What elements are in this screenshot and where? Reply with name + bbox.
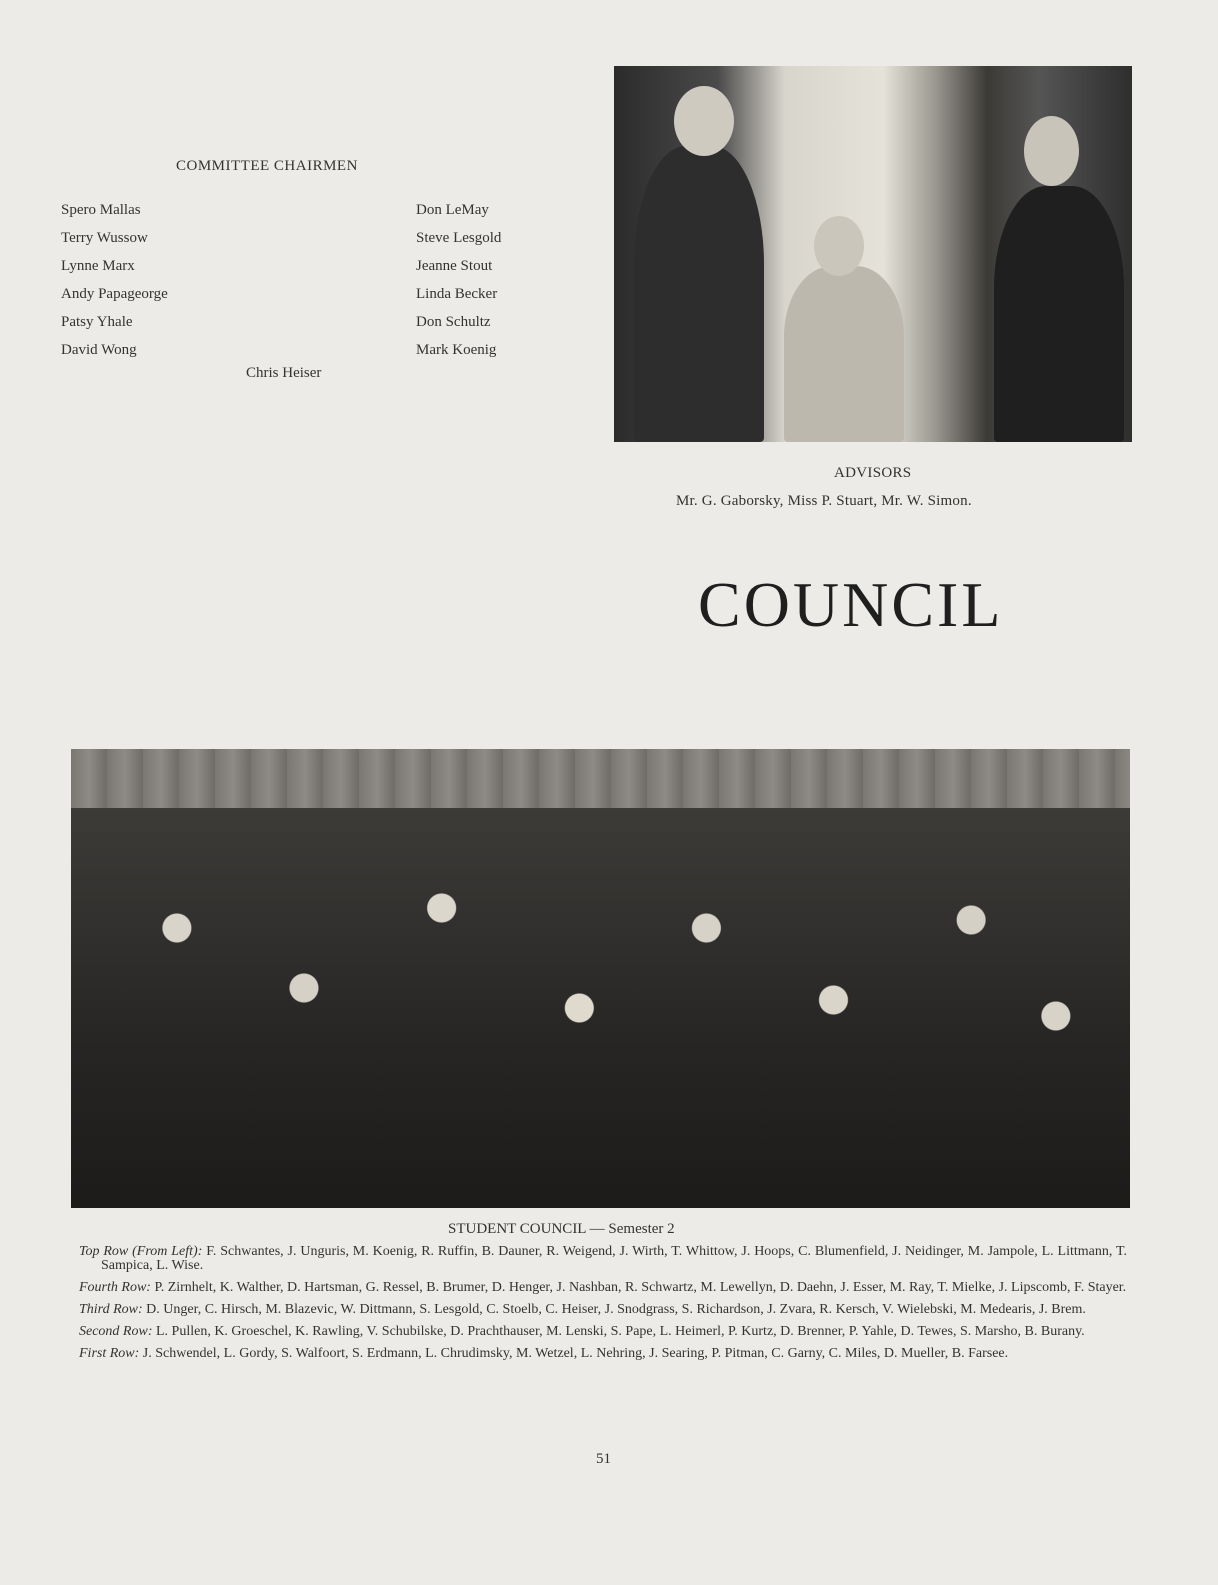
committee-left-list: [61, 196, 168, 364]
row-label: First Row:: [79, 1346, 140, 1361]
committee-member: Linda Becker: [416, 286, 498, 302]
student-council-group-photo: [71, 749, 1130, 1208]
committee-member: David Wong: [61, 342, 137, 358]
committee-member: Don LeMay: [416, 202, 489, 218]
row-names: J. Schwendel, L. Gordy, S. Walfoort, S. Erdmann, L. Chrudimsky, M. Wetzel, L. Nehring, J. Searing, P. Pitman, C. Garny, C. Miles, D. Mueller, B. Farsee.: [142, 1346, 1009, 1361]
row-entry-first: [79, 1347, 1127, 1361]
row-label: Third Row:: [79, 1302, 143, 1317]
row-names: D. Unger, C. Hirsch, M. Blazevic, W. Dittmann, S. Lesgold, C. Stoelb, C. Heiser, J. Snodgrass, S. Richardson, J. Zvara, R. Kersch, V. Wielebski, M. Medearis, J. Brem.: [146, 1302, 1086, 1317]
page-title: COUNCIL: [698, 569, 1004, 640]
committee-member: Jeanne Stout: [416, 258, 493, 274]
committee-member: Andy Papageorge: [61, 286, 168, 302]
row-entry-third: [79, 1303, 1127, 1317]
page-number: 51: [596, 1451, 611, 1467]
committee-member: Terry Wussow: [61, 230, 148, 246]
student-council-caption: STUDENT COUNCIL — Semester 2: [448, 1221, 675, 1237]
row-names: F. Schwantes, J. Unguris, M. Koenig, R. Ruffin, B. Dauner, R. Weigend, J. Wirth, T. Whittow, J. Hoops, C. Blumenfield, J. Neidinger, M. Jampole, L. Littmann, T. Sampica, L. Wise.: [101, 1244, 1127, 1273]
row-label: Fourth Row:: [79, 1280, 151, 1295]
row-names: L. Pullen, K. Groeschel, K. Rawling, V. Schubilske, D. Prachthauser, M. Lenski, S. Pape, L. Heimerl, P. Kurtz, D. Brenner, P. Yahle, D. Tewes, S. Marsho, B. Burany.: [155, 1324, 1085, 1339]
row-entry-second: [79, 1325, 1127, 1339]
committee-member: Steve Lesgold: [416, 230, 502, 246]
row-listings: [79, 1245, 1127, 1369]
committee-member: Don Schultz: [416, 314, 491, 330]
row-label: Second Row:: [79, 1324, 153, 1339]
advisors-photo: [614, 66, 1132, 442]
group-photo-crowd: [71, 808, 1130, 1208]
row-entry-top: [79, 1245, 1127, 1273]
committee-member: Patsy Yhale: [61, 314, 133, 330]
committee-member-center: Chris Heiser: [246, 365, 322, 381]
committee-member: Mark Koenig: [416, 342, 497, 358]
committee-member: Spero Mallas: [61, 202, 141, 218]
committee-right-list: [416, 196, 501, 364]
advisors-names: Mr. G. Gaborsky, Miss P. Stuart, Mr. W. Simon.: [676, 493, 972, 509]
committee-member: Lynne Marx: [61, 258, 135, 274]
row-label: Top Row (From Left):: [79, 1244, 203, 1259]
row-names: P. Zirnhelt, K. Walther, D. Hartsman, G. Ressel, B. Brumer, D. Henger, J. Nashban, R. Schwartz, M. Lewellyn, D. Daehn, J. Esser, M. Ray, T. Mielke, J. Lipscomb, F. Stayer.: [154, 1280, 1127, 1295]
committee-chairmen-heading: COMMITTEE CHAIRMEN: [176, 158, 358, 174]
advisors-heading: ADVISORS: [834, 465, 912, 481]
row-entry-fourth: [79, 1281, 1127, 1295]
